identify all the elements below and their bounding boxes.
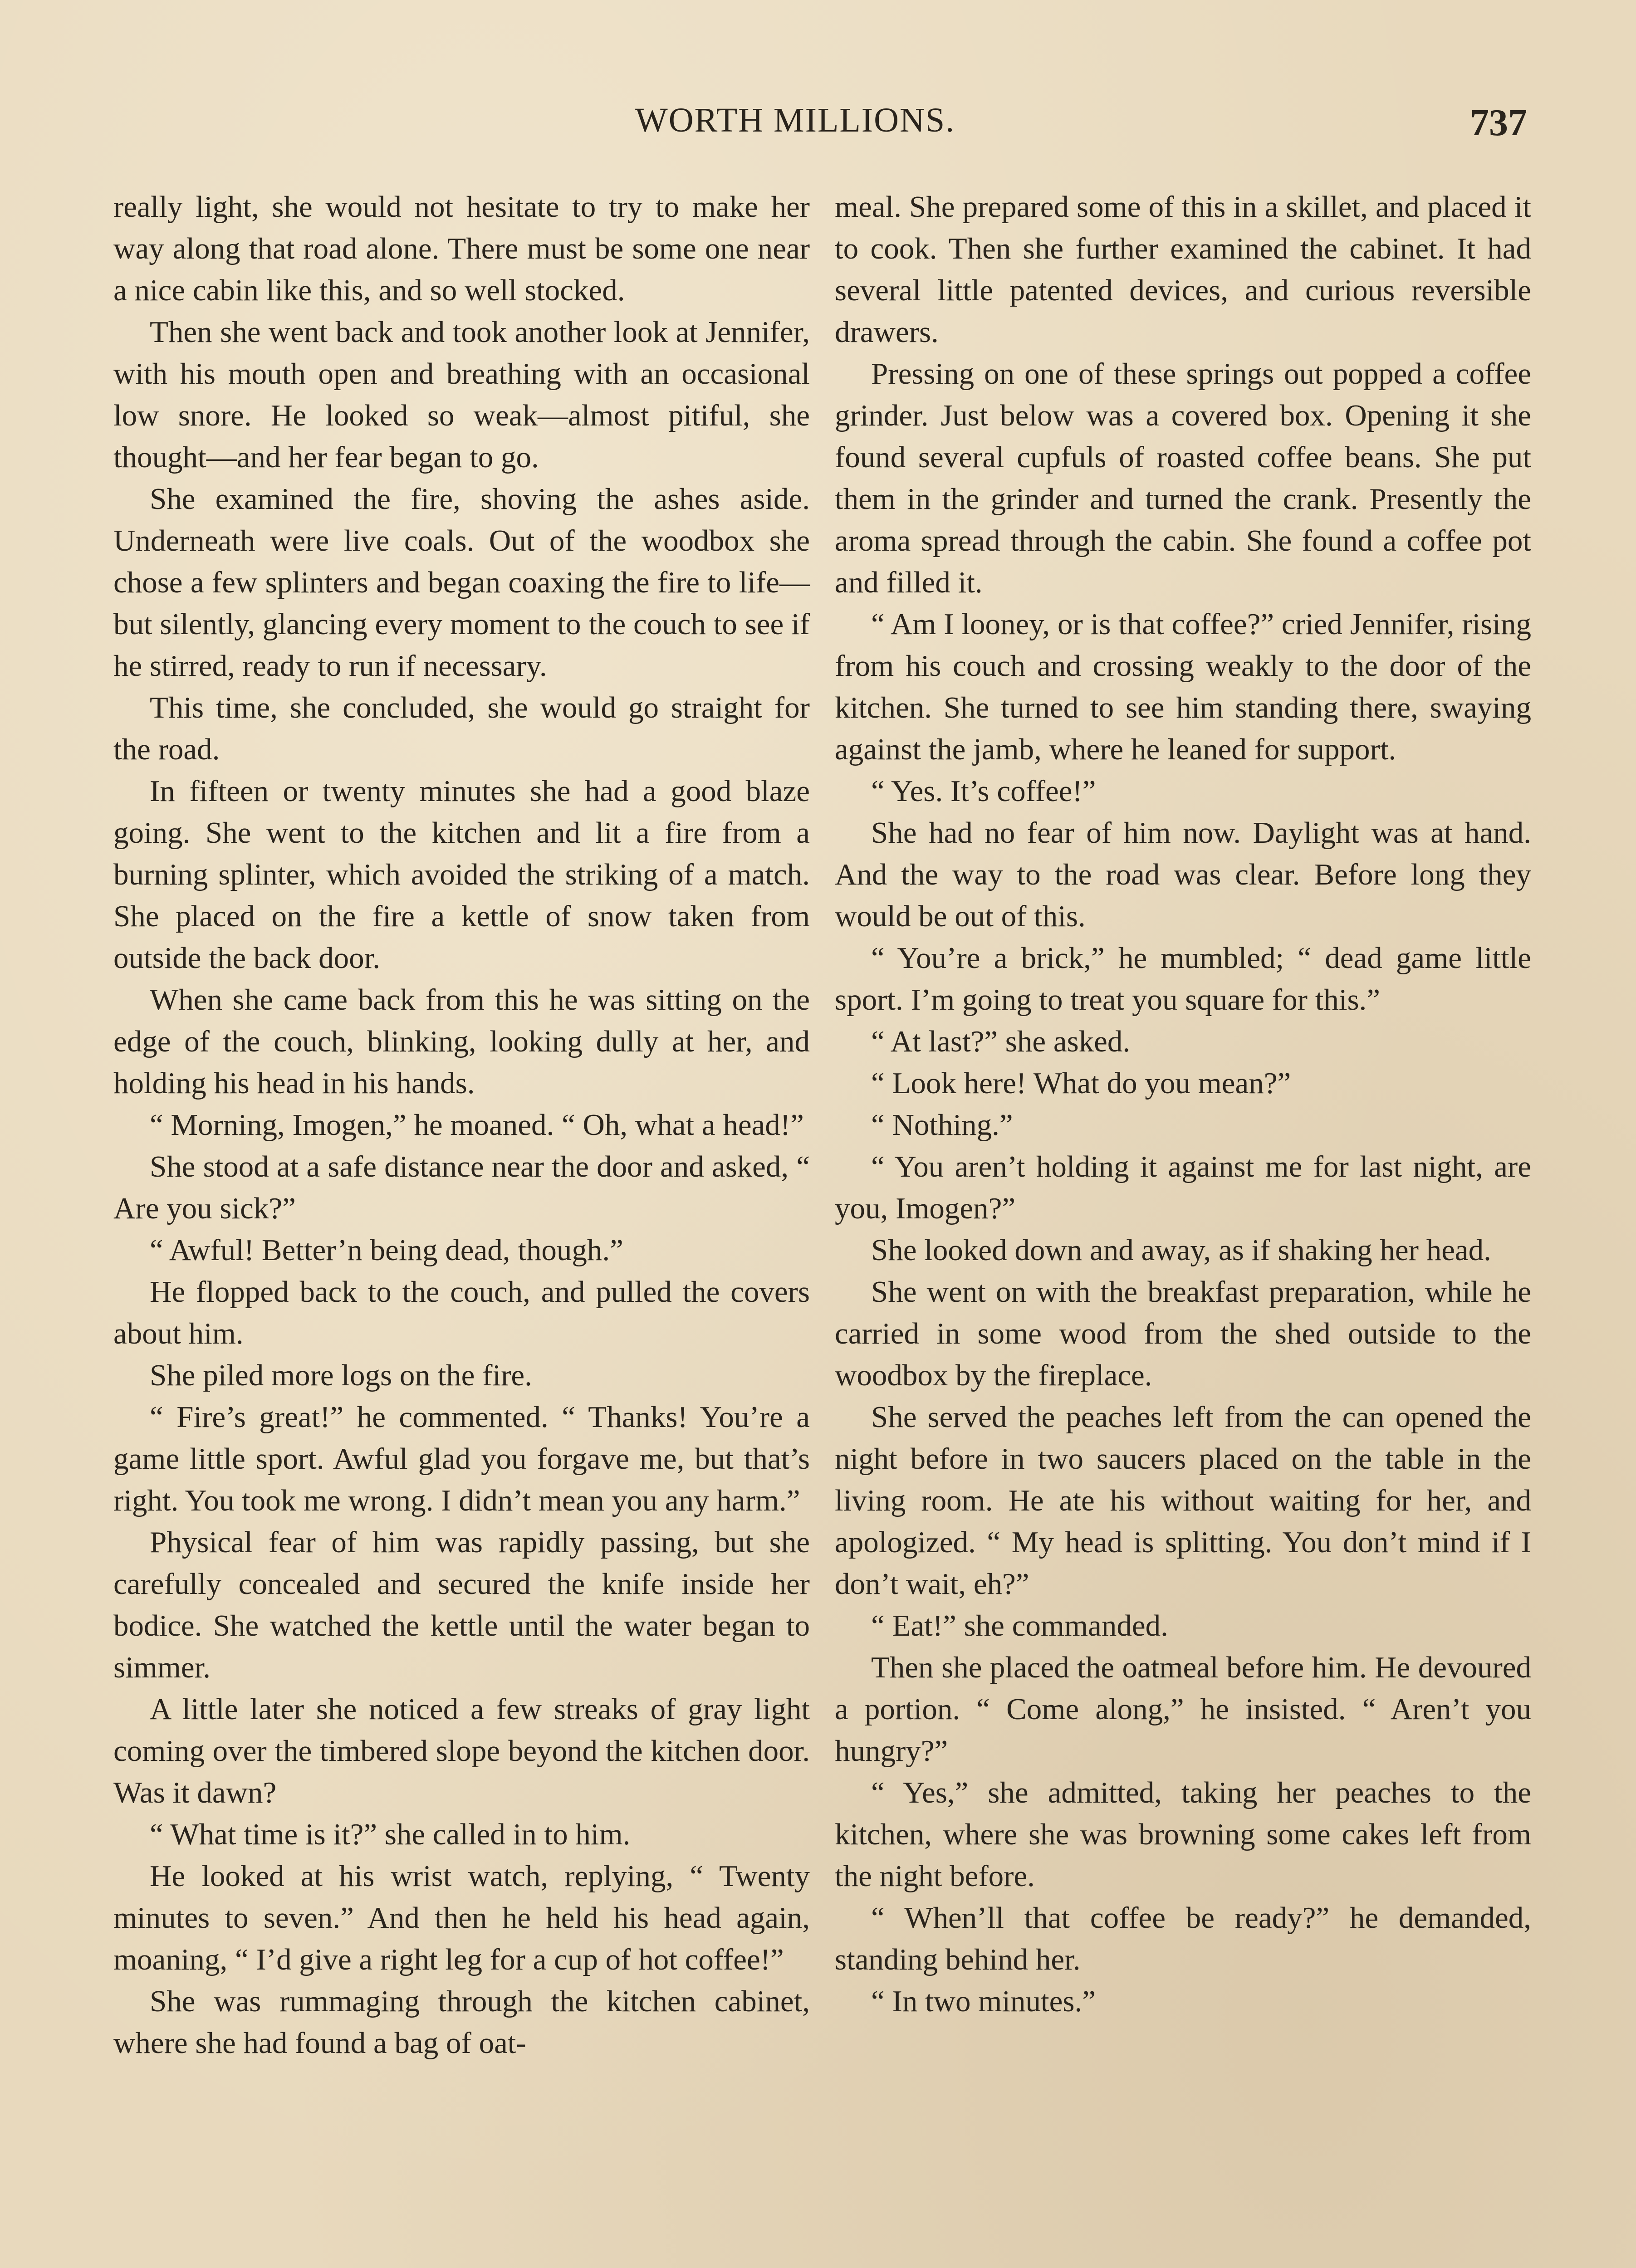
paragraph: She examined the fire, shoving the ashes aside. Underneath were live coals. Out of the woodbox she chose a few splinters and began coaxing the fire to life—but silently, glancing every moment to the couch to see if he stirred, ready to run if necessary.	[113, 482, 810, 683]
paragraph: “ In two minutes.”	[871, 1984, 1096, 2018]
paragraph: “ Fire’s great!” he commented. “ Thanks! You’re a game little sport. Awful glad you forgave me, but that’s right. You took me wrong. I didn’t mean you any harm.”	[113, 1400, 810, 1517]
paragraph: She served the peaches left from the can opened the night before in two saucers placed on the table in the living room. He ate his without waiting for her, and apologized. “ My head is splitting. You don’t mind if I don’t wait, eh?”	[835, 1400, 1531, 1601]
paragraph: “ Eat!” she commanded.	[871, 1609, 1168, 1642]
running-head-title: WORTH MILLIONS.	[635, 101, 955, 139]
paragraph: She had no fear of him now. Daylight was at hand. And the way to the road was clear. Before long they would be out of this.	[835, 816, 1531, 933]
paragraph: “ You aren’t holding it against me for last night, are you, Imogen?”	[835, 1150, 1531, 1225]
paragraph: “ Nothing.”	[871, 1108, 1013, 1142]
paragraph: “ What time is it?” she called in to him.	[150, 1818, 631, 1851]
paragraph: She went on with the breakfast preparation, while he carried in some wood from the shed outside to the woodbox by the fireplace.	[835, 1275, 1531, 1392]
paragraph: This time, she concluded, she would go straight for the road.	[113, 691, 810, 766]
left-column	[113, 186, 810, 2064]
paragraph: He looked at his wrist watch, replying, “ Twenty minutes to seven.” And then he held his head again, moaning, “ I’d give a right leg for a cup of hot coffee!”	[113, 1859, 810, 1976]
page-number: 737	[1470, 102, 1527, 144]
paragraph: “ Am I looney, or is that coffee?” cried Jennifer, rising from his couch and crossing weakly to the door of the kitchen. She turned to see him standing there, swaying against the jamb, where he leaned for support.	[835, 607, 1531, 766]
paragraph: When she came back from this he was sitting on the edge of the couch, blinking, looking dully at her, and holding his head in his hands.	[113, 983, 810, 1100]
right-column	[835, 186, 1531, 2022]
paragraph: “ Yes. It’s coffee!”	[871, 774, 1096, 808]
paragraph: She looked down and away, as if shaking her head.	[871, 1233, 1491, 1267]
paragraph: Physical fear of him was rapidly passing, but she carefully concealed and secured the knife inside her bodice. She watched the kettle until the water began to simmer.	[113, 1525, 810, 1684]
paragraph: Then she placed the oatmeal before him. He devoured a portion. “ Come along,” he insisted. “ Aren’t you hungry?”	[835, 1651, 1531, 1768]
paragraph: “ Yes,” she admitted, taking her peaches to the kitchen, where she was browning some cakes left from the night before.	[835, 1776, 1531, 1893]
paragraph: “ Look here! What do you mean?”	[871, 1066, 1291, 1100]
paragraph: Then she went back and took another look at Jennifer, with his mouth open and breathing with an occasional low snore. He looked so weak—almost pitiful, she thought—and her fear began to go.	[113, 315, 810, 474]
paragraph: She piled more logs on the fire.	[150, 1359, 532, 1392]
paragraph: “ At last?” she asked.	[871, 1025, 1131, 1058]
paragraph: “ When’ll that coffee be ready?” he demanded, standing behind her.	[835, 1901, 1531, 1976]
paragraph: “ Awful! Better’n being dead, though.”	[150, 1233, 623, 1267]
paragraph: meal. She prepared some of this in a skillet, and placed it to cook. Then she further examined the cabinet. It had several little patented devices, and curious reversible drawers.	[835, 190, 1531, 349]
paragraph: Pressing on one of these springs out popped a coffee grinder. Just below was a covered box. Opening it she found several cupfuls of roasted coffee beans. She put them in the grinder and turned the crank. Presently the aroma spread through the cabin. She found a coffee pot and filled it.	[835, 357, 1531, 599]
paragraph: She was rummaging through the kitchen cabinet, where she had found a bag of oat-	[113, 1984, 810, 2060]
paragraph: “ You’re a brick,” he mumbled; “ dead game little sport. I’m going to treat you square for this.”	[835, 941, 1531, 1017]
paragraph: She stood at a safe distance near the door and asked, “ Are you sick?”	[113, 1150, 810, 1225]
paragraph: “ Morning, Imogen,” he moaned. “ Oh, what a head!”	[150, 1108, 804, 1142]
paragraph: really light, she would not hesitate to try to make her way along that road alone. There must be some one near a nice cabin like this, and so well stocked.	[113, 190, 810, 307]
paragraph: A little later she noticed a few streaks of gray light coming over the timbered slope beyond the kitchen door. Was it dawn?	[113, 1692, 810, 1809]
paragraph: He flopped back to the couch, and pulled the covers about him.	[113, 1275, 810, 1350]
paragraph: In fifteen or twenty minutes she had a good blaze going. She went to the kitchen and lit a fire from a burning splinter, which avoided the striking of a match. She placed on the fire a kettle of snow taken from outside the back door.	[113, 774, 810, 975]
